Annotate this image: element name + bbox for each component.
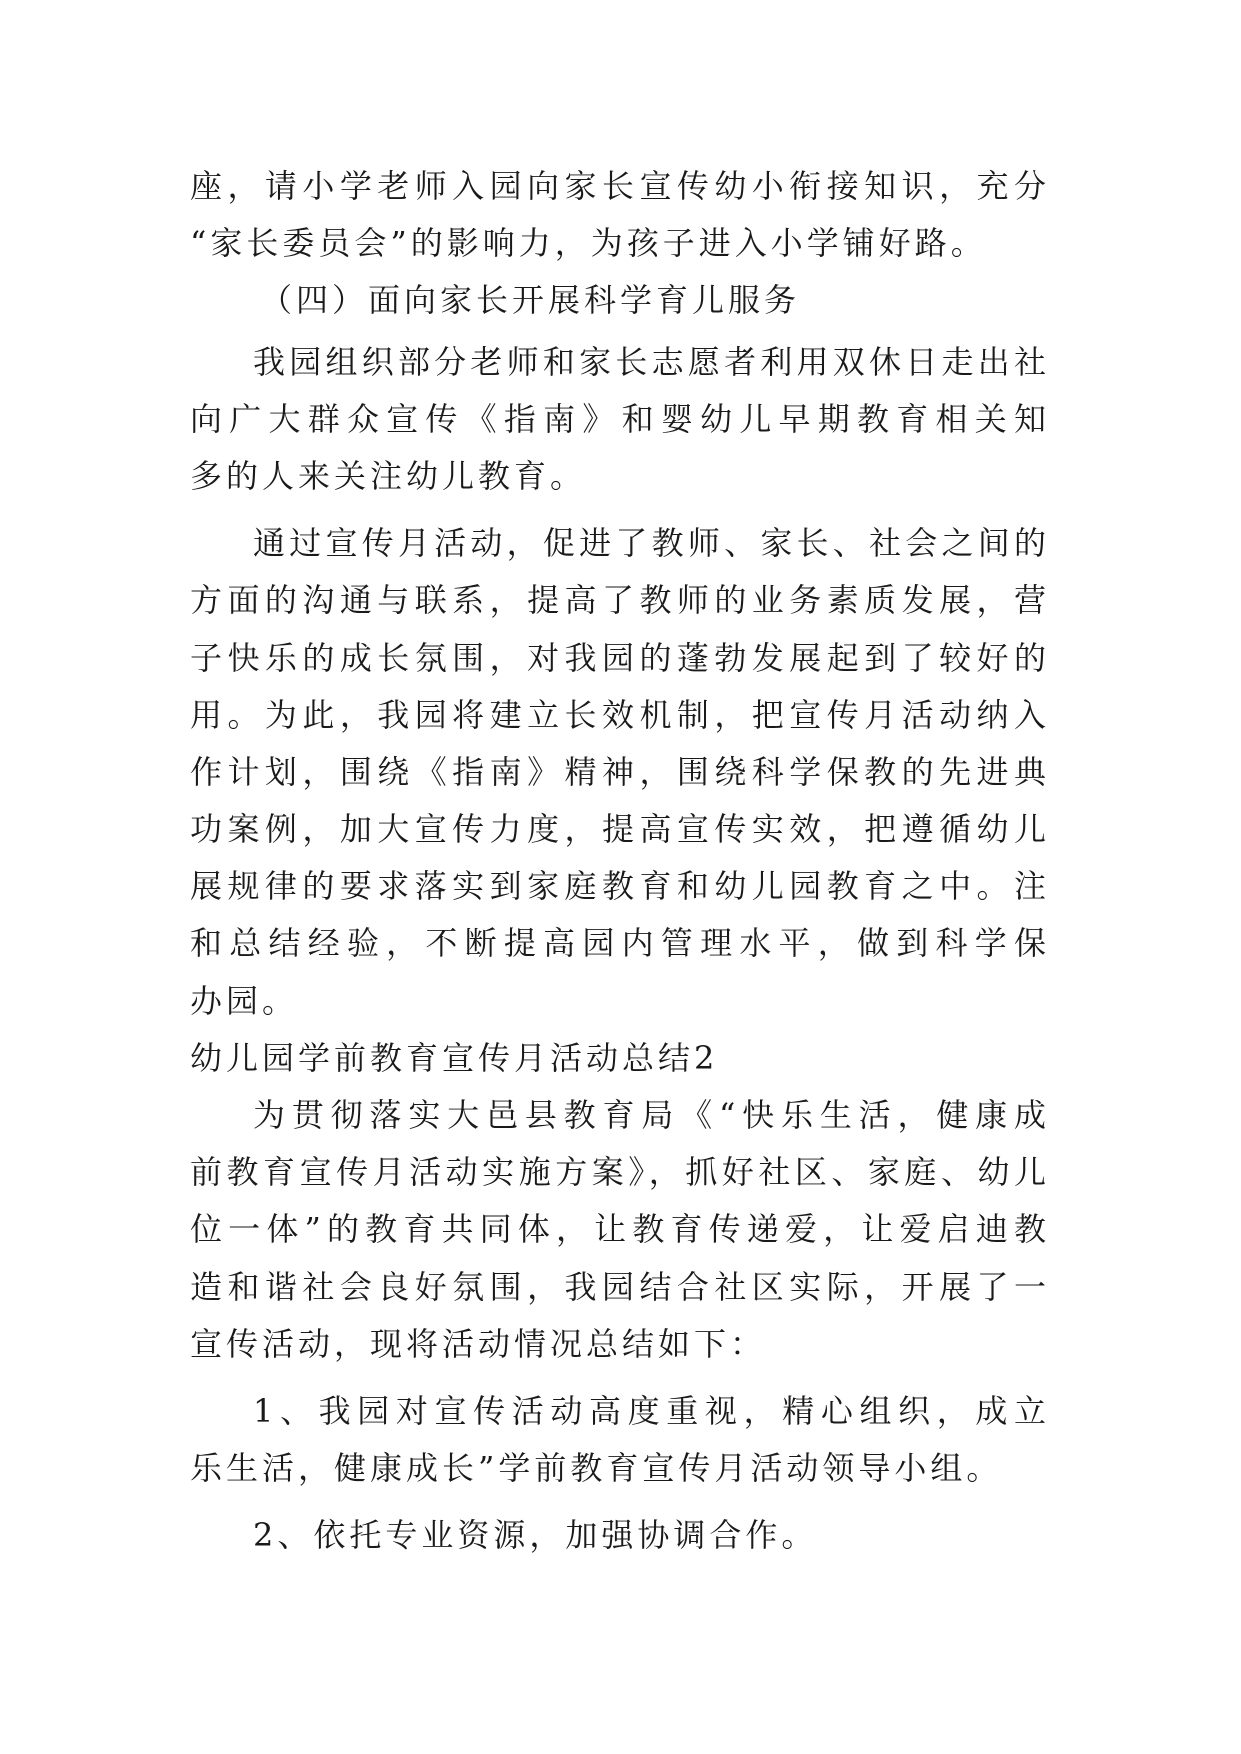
text-line: 展规律的要求落实到家庭教育和幼儿园教育之中。注	[190, 867, 1050, 906]
document-title: 幼儿园学前教育宣传月活动总结2	[190, 1038, 719, 1077]
text-line: 通过宣传月活动，促进了教师、家长、社会之间的	[253, 524, 1050, 563]
text-line: 多的人来关注幼儿教育。	[190, 456, 587, 495]
section-heading: （四）面向家长开展科学育儿服务	[260, 281, 801, 320]
text-line: 前教育宣传月活动实施方案》，抓好社区、家庭、幼儿	[190, 1153, 1050, 1192]
text-line: 办园。	[190, 981, 299, 1020]
text-line: 1、我园对宣传活动高度重视，精心组织，成立	[253, 1391, 1050, 1430]
body-text	[190, 158, 1050, 1565]
text-line: 功案例，加大宣传力度，提高宣传实效，把遵循幼儿	[190, 810, 1050, 849]
text-line: 向广大群众宣传《指南》和婴幼儿早期教育相关知	[190, 399, 1050, 438]
text-line: 为贯彻落实大邑县教育局《“快乐生活，健康成	[253, 1096, 1050, 1134]
text-line: 子快乐的成长氛围，对我园的蓬勃发展起到了较好的	[190, 638, 1050, 677]
text-line: 用。为此，我园将建立长效机制，把宣传月活动纳入	[190, 695, 1050, 734]
text-line: 2、依托专业资源，加强协调合作。	[253, 1516, 818, 1555]
text-line: 位一体”的教育共同体，让教育传递爱，让爱启迪教	[190, 1210, 1050, 1249]
text-line: 和总结经验，不断提高园内管理水平，做到科学保	[190, 924, 1050, 963]
text-line: 乐生活，健康成长”学前教育宣传月活动领导小组。	[190, 1449, 1003, 1488]
text-line: “家长委员会”的影响力，为孩子进入小学铺好路。	[190, 224, 987, 263]
text-line: 宣传活动，现将活动情况总结如下：	[190, 1324, 767, 1363]
text-line: 造和谐社会良好氛围，我园结合社区实际，开展了一	[190, 1267, 1050, 1306]
text-line: 作计划，围绕《指南》精神，围绕科学保教的先进典	[190, 752, 1050, 791]
text-line: 座，请小学老师入园向家长宣传幼小衔接知识，充分	[190, 167, 1050, 205]
text-line: 我园组织部分老师和家长志愿者利用双休日走出社	[253, 342, 1050, 381]
text-line: 方面的沟通与联系，提高了教师的业务素质发展，营	[190, 581, 1050, 620]
